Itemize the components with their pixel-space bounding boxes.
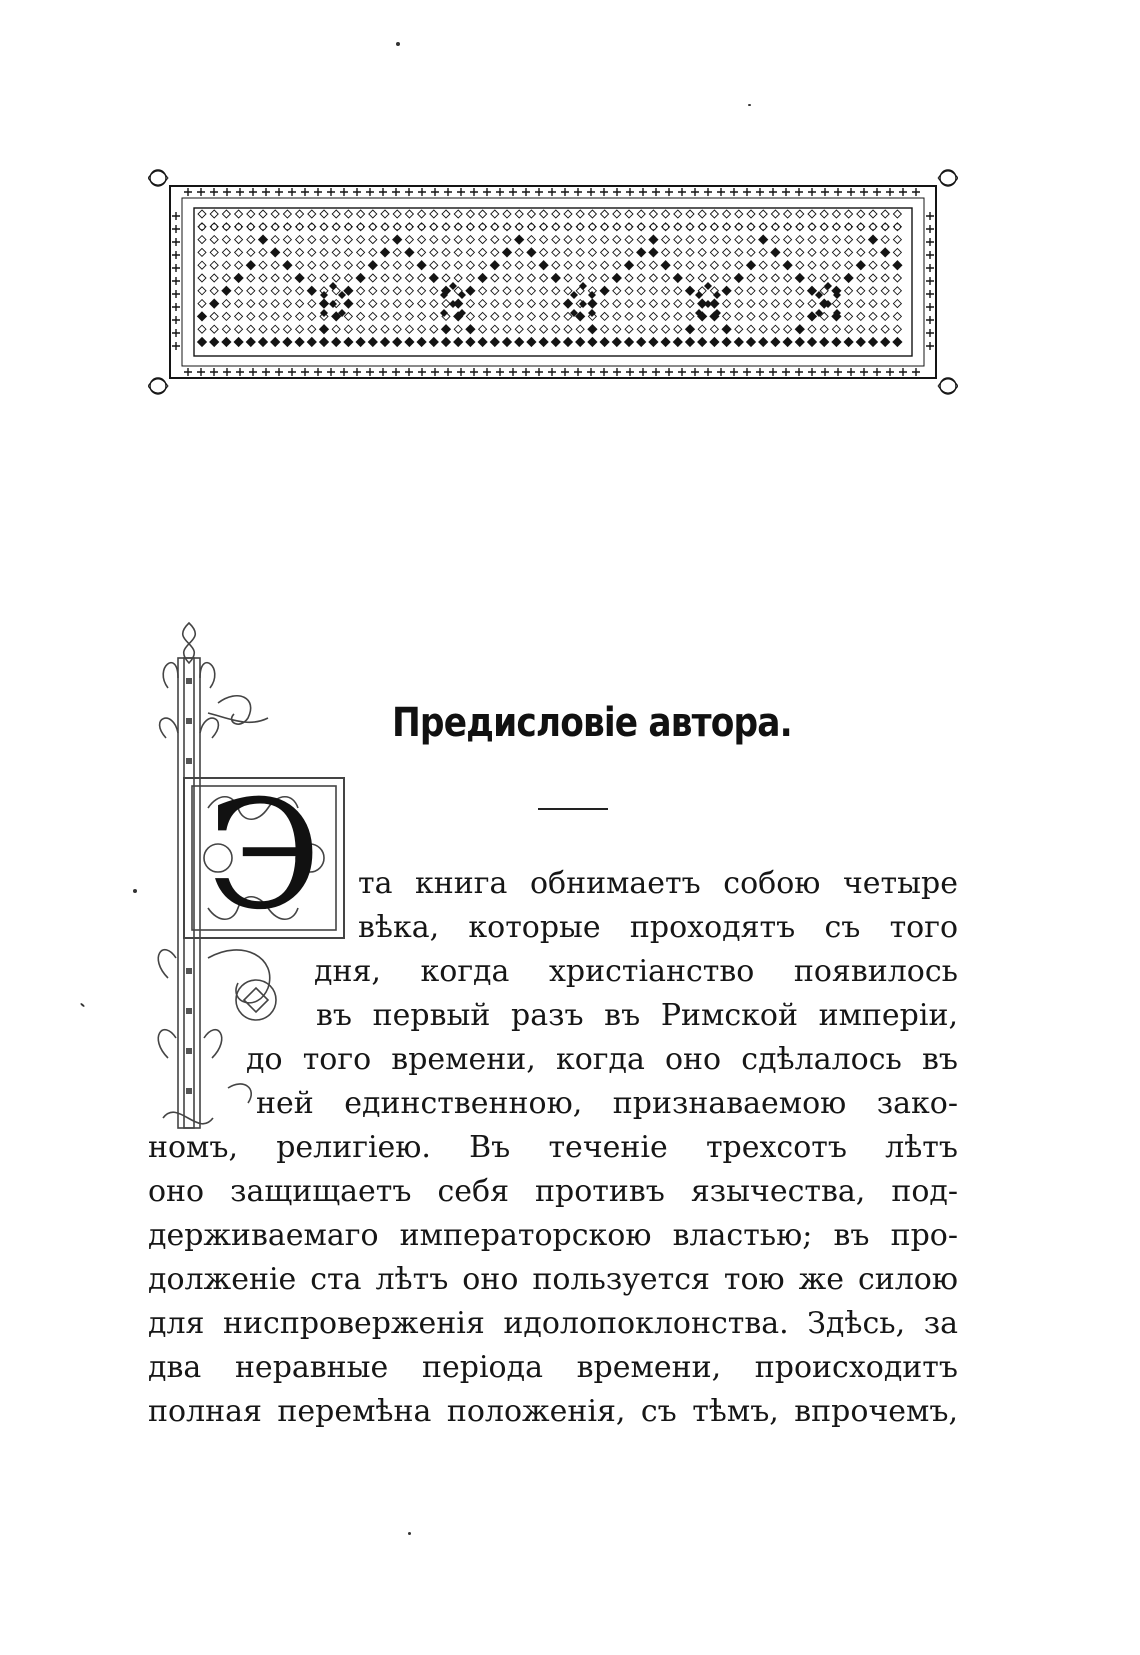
text-line: номъ, религіею. Въ теченіе трехсотъ лѣтъ: [148, 1130, 958, 1165]
headpiece-graphic: [148, 168, 958, 396]
title-divider: [538, 808, 608, 810]
lace-pattern-headpiece: [148, 168, 958, 396]
text-line: ней единственною, признаваемою зако-: [256, 1086, 958, 1121]
drop-cap-letter: Э: [206, 769, 322, 943]
scan-speck: [408, 1532, 411, 1535]
text-line: держиваемаго императорскою властью; въ про-: [148, 1218, 958, 1253]
text-line: два неравные періода времени, происходитъ: [148, 1350, 958, 1385]
text-line: та книга обнимаетъ собою четыре: [358, 866, 958, 901]
page-title: Предисловіе автора.: [392, 700, 792, 746]
scan-speck: [80, 1003, 85, 1008]
scan-speck: [748, 104, 751, 106]
scan-speck: [133, 889, 137, 893]
text-line: долженіе ста лѣтъ оно пользуется тою же силою: [148, 1262, 958, 1297]
text-line: вѣка, которые проходятъ съ того: [358, 910, 958, 945]
text-line: полная перемѣна положенія, съ тѣмъ, впрочемъ,: [148, 1394, 958, 1429]
text-line: въ первый разъ въ Римской имперіи,: [316, 998, 958, 1033]
text-line: до того времени, когда оно сдѣлалось въ: [246, 1042, 958, 1077]
scan-speck: [396, 42, 400, 46]
text-line: для ниспроверженія идолопоклонства. Здѣсь, за: [148, 1306, 958, 1341]
text-line: дня, когда христіанство появилось: [314, 954, 958, 989]
text-line: оно защищаетъ себя противъ язычества, под-: [148, 1174, 958, 1209]
